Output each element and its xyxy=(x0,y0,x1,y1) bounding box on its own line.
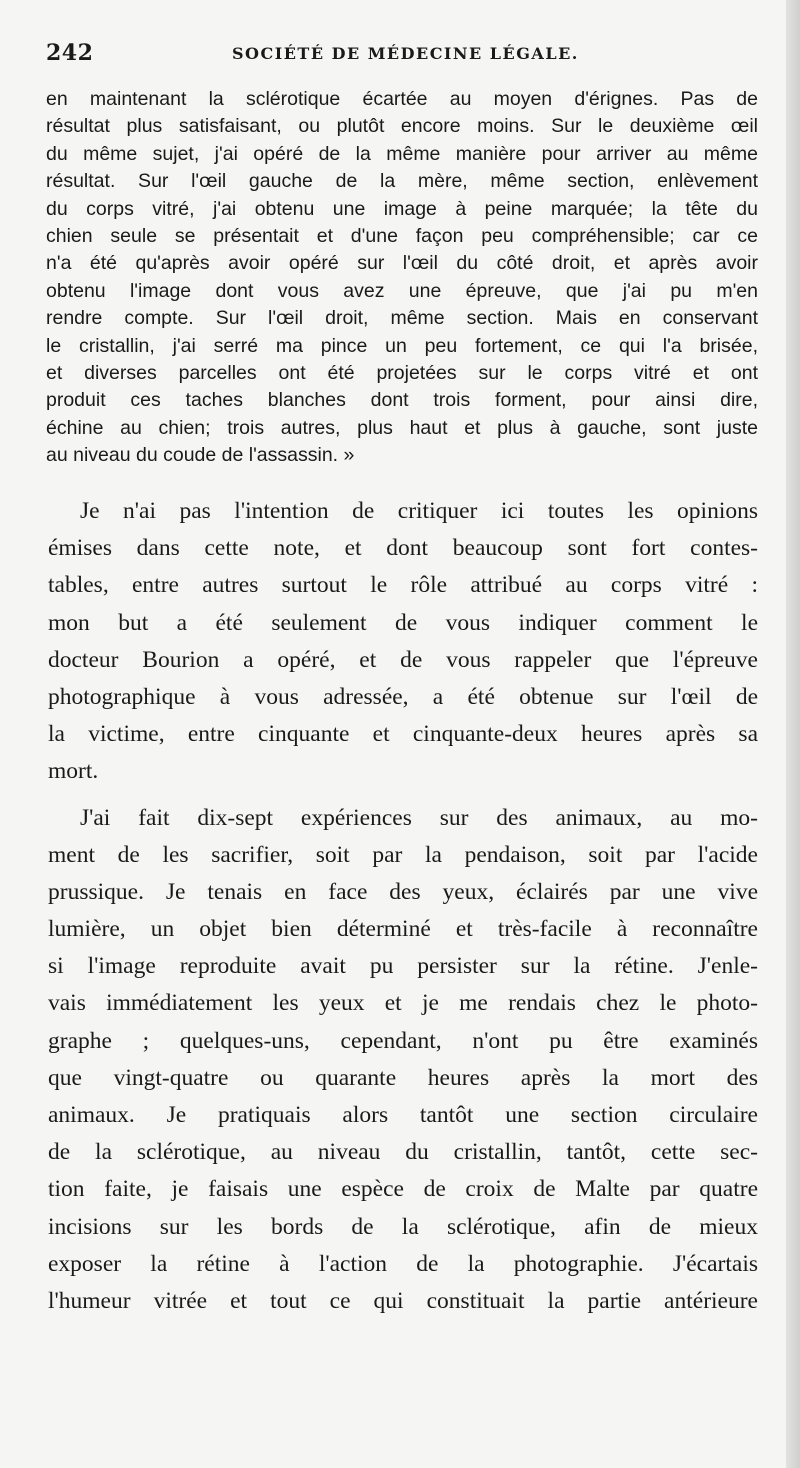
text-line: chien seule se présentait et d'une façon peu compréhensible; car ce xyxy=(46,224,758,247)
text-line: ment de les sacrifier, soit par la pendaison, soit par l'acide xyxy=(48,841,758,868)
text-line: le cristallin, j'ai serré ma pince un peu fortement, ce qui l'a brisée, xyxy=(46,334,758,357)
text-line: incisions sur les bords de la sclérotique, afin de mieux xyxy=(48,1213,758,1240)
text-line: rendre compte. Sur l'œil droit, même section. Mais en conservant xyxy=(46,307,758,330)
text-line: échine au chien; trois autres, plus haut et plus à gauche, sont juste xyxy=(46,416,758,439)
text-line: tables, entre autres surtout le rôle attribué au corps vitré : xyxy=(48,572,758,599)
paragraph-2 xyxy=(48,800,758,1321)
text-line: photographique à vous adressée, a été obtenue sur l'œil de xyxy=(48,683,758,710)
text-line: émises dans cette note, et dont beaucoup sont fort contes- xyxy=(48,535,758,562)
text-line: résultat plus satisfaisant, ou plutôt encore moins. Sur le deuxième œil xyxy=(46,115,758,138)
text-line: docteur Bourion a opéré, et de vous rappeler que l'épreuve xyxy=(48,646,758,673)
text-line: l'humeur vitrée et tout ce qui constituait la partie antérieure xyxy=(48,1287,758,1314)
text-line: mon but a été seulement de vous indiquer comment le xyxy=(48,609,758,636)
text-line: du corps vitré, j'ai obtenu une image à peine marquée; la tête du xyxy=(46,197,758,220)
text-line: et diverses parcelles ont été projetées sur le corps vitré et ont xyxy=(46,361,758,384)
text-line: résultat. Sur l'œil gauche de la mère, même section, enlèvement xyxy=(46,170,758,193)
text-line: lumière, un objet bien déterminé et très-facile à reconnaître xyxy=(48,916,758,943)
paragraph-1 xyxy=(48,493,758,791)
text-line: si l'image reproduite avait pu persister sur la rétine. J'enle- xyxy=(48,953,758,980)
text-line: de la sclérotique, au niveau du cristallin, tantôt, cette sec- xyxy=(48,1139,758,1166)
text-line: du même sujet, j'ai opéré de la même manière pour arriver au même xyxy=(46,142,758,165)
quoted-paragraph xyxy=(46,86,758,469)
text-line: tion faite, je faisais une espèce de croix de Malte par quatre xyxy=(48,1176,758,1203)
text-line: au niveau du coude de l'assassin. » xyxy=(46,444,355,467)
text-line: vais immédiatement les yeux et je me rendais chez le photo- xyxy=(48,990,758,1017)
text-line: Je n'ai pas l'intention de critiquer ici toutes les opinions xyxy=(80,498,758,524)
text-line: obtenu l'image dont vous avez une épreuve, que j'ai pu m'en xyxy=(46,279,758,302)
text-line: prussique. Je tenais en face des yeux, éclairés par une vive xyxy=(48,878,758,905)
text-line: J'ai fait dix-sept expériences sur des animaux, au mo- xyxy=(80,804,758,831)
text-line: mort. xyxy=(48,758,99,785)
page-number: 242 xyxy=(46,40,94,66)
page-header xyxy=(46,40,756,70)
page-edge-shadow xyxy=(786,0,800,1468)
text-line: graphe ; quelques-uns, cependant, n'ont pu être examinés xyxy=(48,1027,758,1054)
text-line: animaux. Je pratiquais alors tantôt une section circulaire xyxy=(48,1102,758,1128)
body-text xyxy=(48,493,758,1320)
running-head: SOCIÉTÉ DE MÉDECINE LÉGALE. xyxy=(232,44,579,63)
text-line: la victime, entre cinquante et cinquante-deux heures après sa xyxy=(48,721,758,748)
text-line: produit ces taches blanches dont trois forment, pour ainsi dire, xyxy=(46,389,758,412)
text-line: n'a été qu'après avoir opéré sur l'œil du côté droit, et après avoir xyxy=(46,252,758,275)
paragraph-gap xyxy=(48,791,758,800)
text-line: que vingt-quatre ou quarante heures après la mort des xyxy=(48,1064,758,1091)
text-line: exposer la rétine à l'action de la photographie. J'écartais xyxy=(48,1250,758,1277)
text-line: en maintenant la sclérotique écartée au moyen d'érignes. Pas de xyxy=(46,88,758,110)
